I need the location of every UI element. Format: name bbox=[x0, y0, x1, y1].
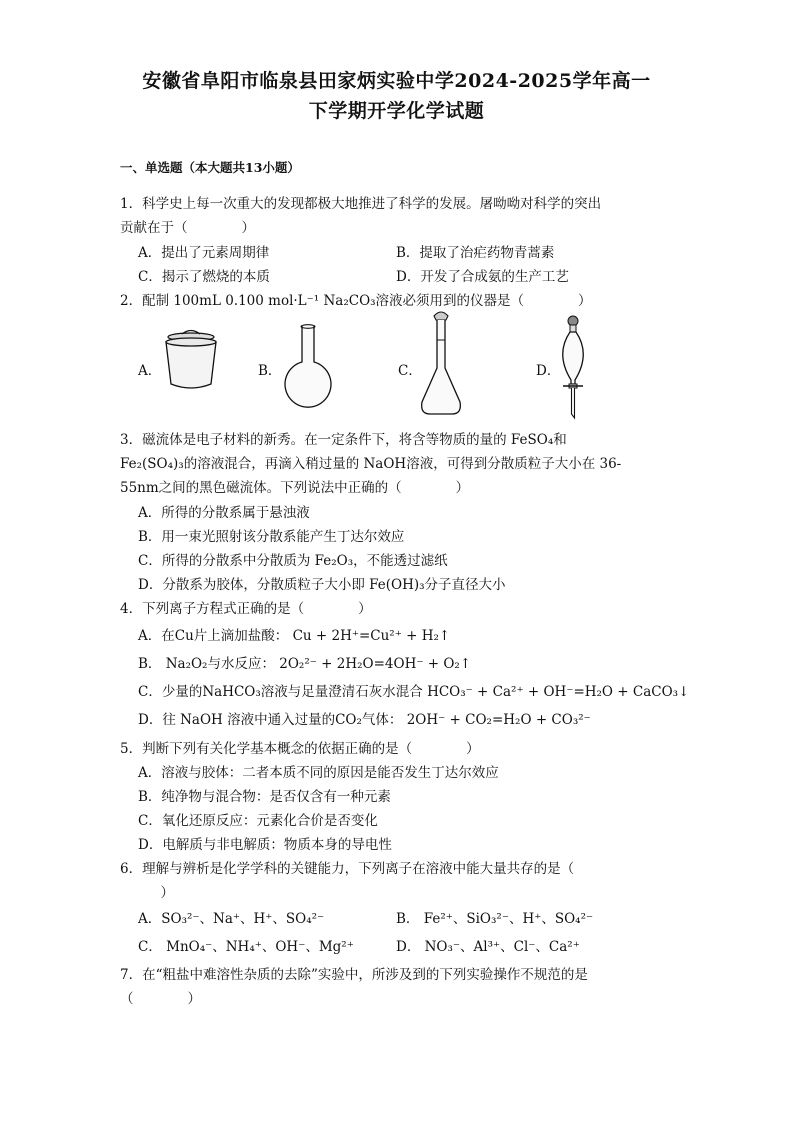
q3-option-b: B．用一束光照射该分散系能产生丁达尔效应 bbox=[138, 529, 405, 545]
q4-option-a: A．在Cu片上滴加盐酸： Cu + 2H⁺=Cu²⁺ + H₂↑ bbox=[138, 628, 451, 644]
q1-option-d: D．开发了合成氨的生产工艺 bbox=[396, 269, 569, 285]
q6-stem-line2: ） bbox=[120, 885, 174, 901]
q1-option-b: B．提取了治疟药物青蒿素 bbox=[396, 245, 555, 261]
q5-option-b: B．纯净物与混合物：是否仅含有一种元素 bbox=[138, 789, 391, 805]
q5-option-a: A．溶液与胶体：二者本质不同的原因是能否发生丁达尔效应 bbox=[138, 765, 499, 781]
q1-option-a: A．提出了元素周期律 bbox=[138, 245, 270, 261]
q4-option-d: D．往 NaOH 溶液中通入过量的CO₂气体： 2OH⁻ + CO₂=H₂O + CO₃²⁻ bbox=[138, 712, 591, 728]
q3-stem-line3: 55nm之间的黑色磁流体。下列说法中正确的（ ） bbox=[120, 480, 470, 496]
q2-option-a-label: A． bbox=[138, 363, 162, 379]
q6-option-b: B． Fe²⁺、SiO₃²⁻、H⁺、SO₄²⁻ bbox=[396, 911, 594, 927]
q7-stem-line1: 7．在“粗盐中难溶性杂质的去除”实验中，所涉及到的下列实验操作不规范的是 bbox=[120, 967, 588, 983]
q4-option-b: B． Na₂O₂与水反应： 2O₂²⁻ + 2H₂O=4OH⁻ + O₂↑ bbox=[138, 656, 472, 672]
q3-option-a: A．所得的分散系属于悬浊液 bbox=[138, 505, 310, 521]
separatory-funnel-icon bbox=[553, 314, 597, 420]
q4-option-c: C．少量的NaHCO₃溶液与足量澄清石灰水混合 HCO₃⁻ + Ca²⁺ + OH⁻=H₂O + CaCO₃↓ bbox=[138, 684, 690, 700]
q2-stem: 2．配制 100mL 0.100 mol·L⁻¹ Na₂CO₃溶液必须用到的仪器是（ ） bbox=[120, 293, 592, 309]
q4-stem: 4．下列离子方程式正确的是（ ） bbox=[120, 601, 372, 617]
q6-stem-line1: 6．理解与辨析是化学学科的关键能力，下列离子在溶液中能大量共存的是（ bbox=[120, 861, 575, 877]
round-bottom-flask-icon bbox=[280, 324, 336, 414]
exam-title-line2: 下学期开学化学试题 bbox=[308, 100, 485, 122]
q5-stem: 5．判断下列有关化学基本概念的依据正确的是（ ） bbox=[120, 741, 480, 757]
q7-stem-line2: （ ） bbox=[120, 991, 201, 1007]
q6-option-d: D． NO₃⁻、Al³⁺、Cl⁻、Ca²⁺ bbox=[396, 939, 580, 955]
volumetric-flask-icon bbox=[416, 310, 466, 420]
q3-option-c: C．所得的分散系中分散质为 Fe₂O₃，不能透过滤纸 bbox=[138, 553, 448, 569]
q5-option-d: D．电解质与非电解质：物质本身的导电性 bbox=[138, 837, 392, 853]
crucible-with-lid-icon bbox=[160, 328, 222, 394]
q3-stem-line1: 3．磁流体是电子材料的新秀。在一定条件下，将含等物质的量的 FeSO₄和 bbox=[120, 432, 567, 448]
exam-title-line1: 安徽省阜阳市临泉县田家炳实验中学2024-2025学年高一 bbox=[142, 70, 651, 92]
q3-stem-line2: Fe₂(SO₄)₃的溶液混合，再滴入稍过量的 NaOH溶液，可得到分散质粒子大小在 36- bbox=[120, 456, 622, 472]
q1-stem-line2: 贡献在于（ ） bbox=[120, 220, 255, 236]
section-heading: 一、单选题（本大题共13小题） bbox=[120, 160, 300, 175]
q6-option-c: C． MnO₄⁻、NH₄⁺、OH⁻、Mg²⁺ bbox=[138, 939, 354, 955]
q2-option-c-label: C． bbox=[398, 363, 422, 379]
q2-option-b-label: B． bbox=[258, 363, 282, 379]
q5-option-c: C．氧化还原反应：元素化合价是否变化 bbox=[138, 813, 378, 829]
q6-option-a: A．SO₃²⁻、Na⁺、H⁺、SO₄²⁻ bbox=[138, 911, 325, 927]
q3-option-d: D．分散系为胶体，分散质粒子大小即 Fe(OH)₃分子直径大小 bbox=[138, 577, 506, 593]
q1-stem-line1: 1．科学史上每一次重大的发现都极大地推进了科学的发展。屠呦呦对科学的突出 bbox=[120, 196, 602, 212]
q2-option-d-label: D． bbox=[536, 363, 561, 379]
q1-option-c: C．揭示了燃烧的本质 bbox=[138, 269, 270, 285]
